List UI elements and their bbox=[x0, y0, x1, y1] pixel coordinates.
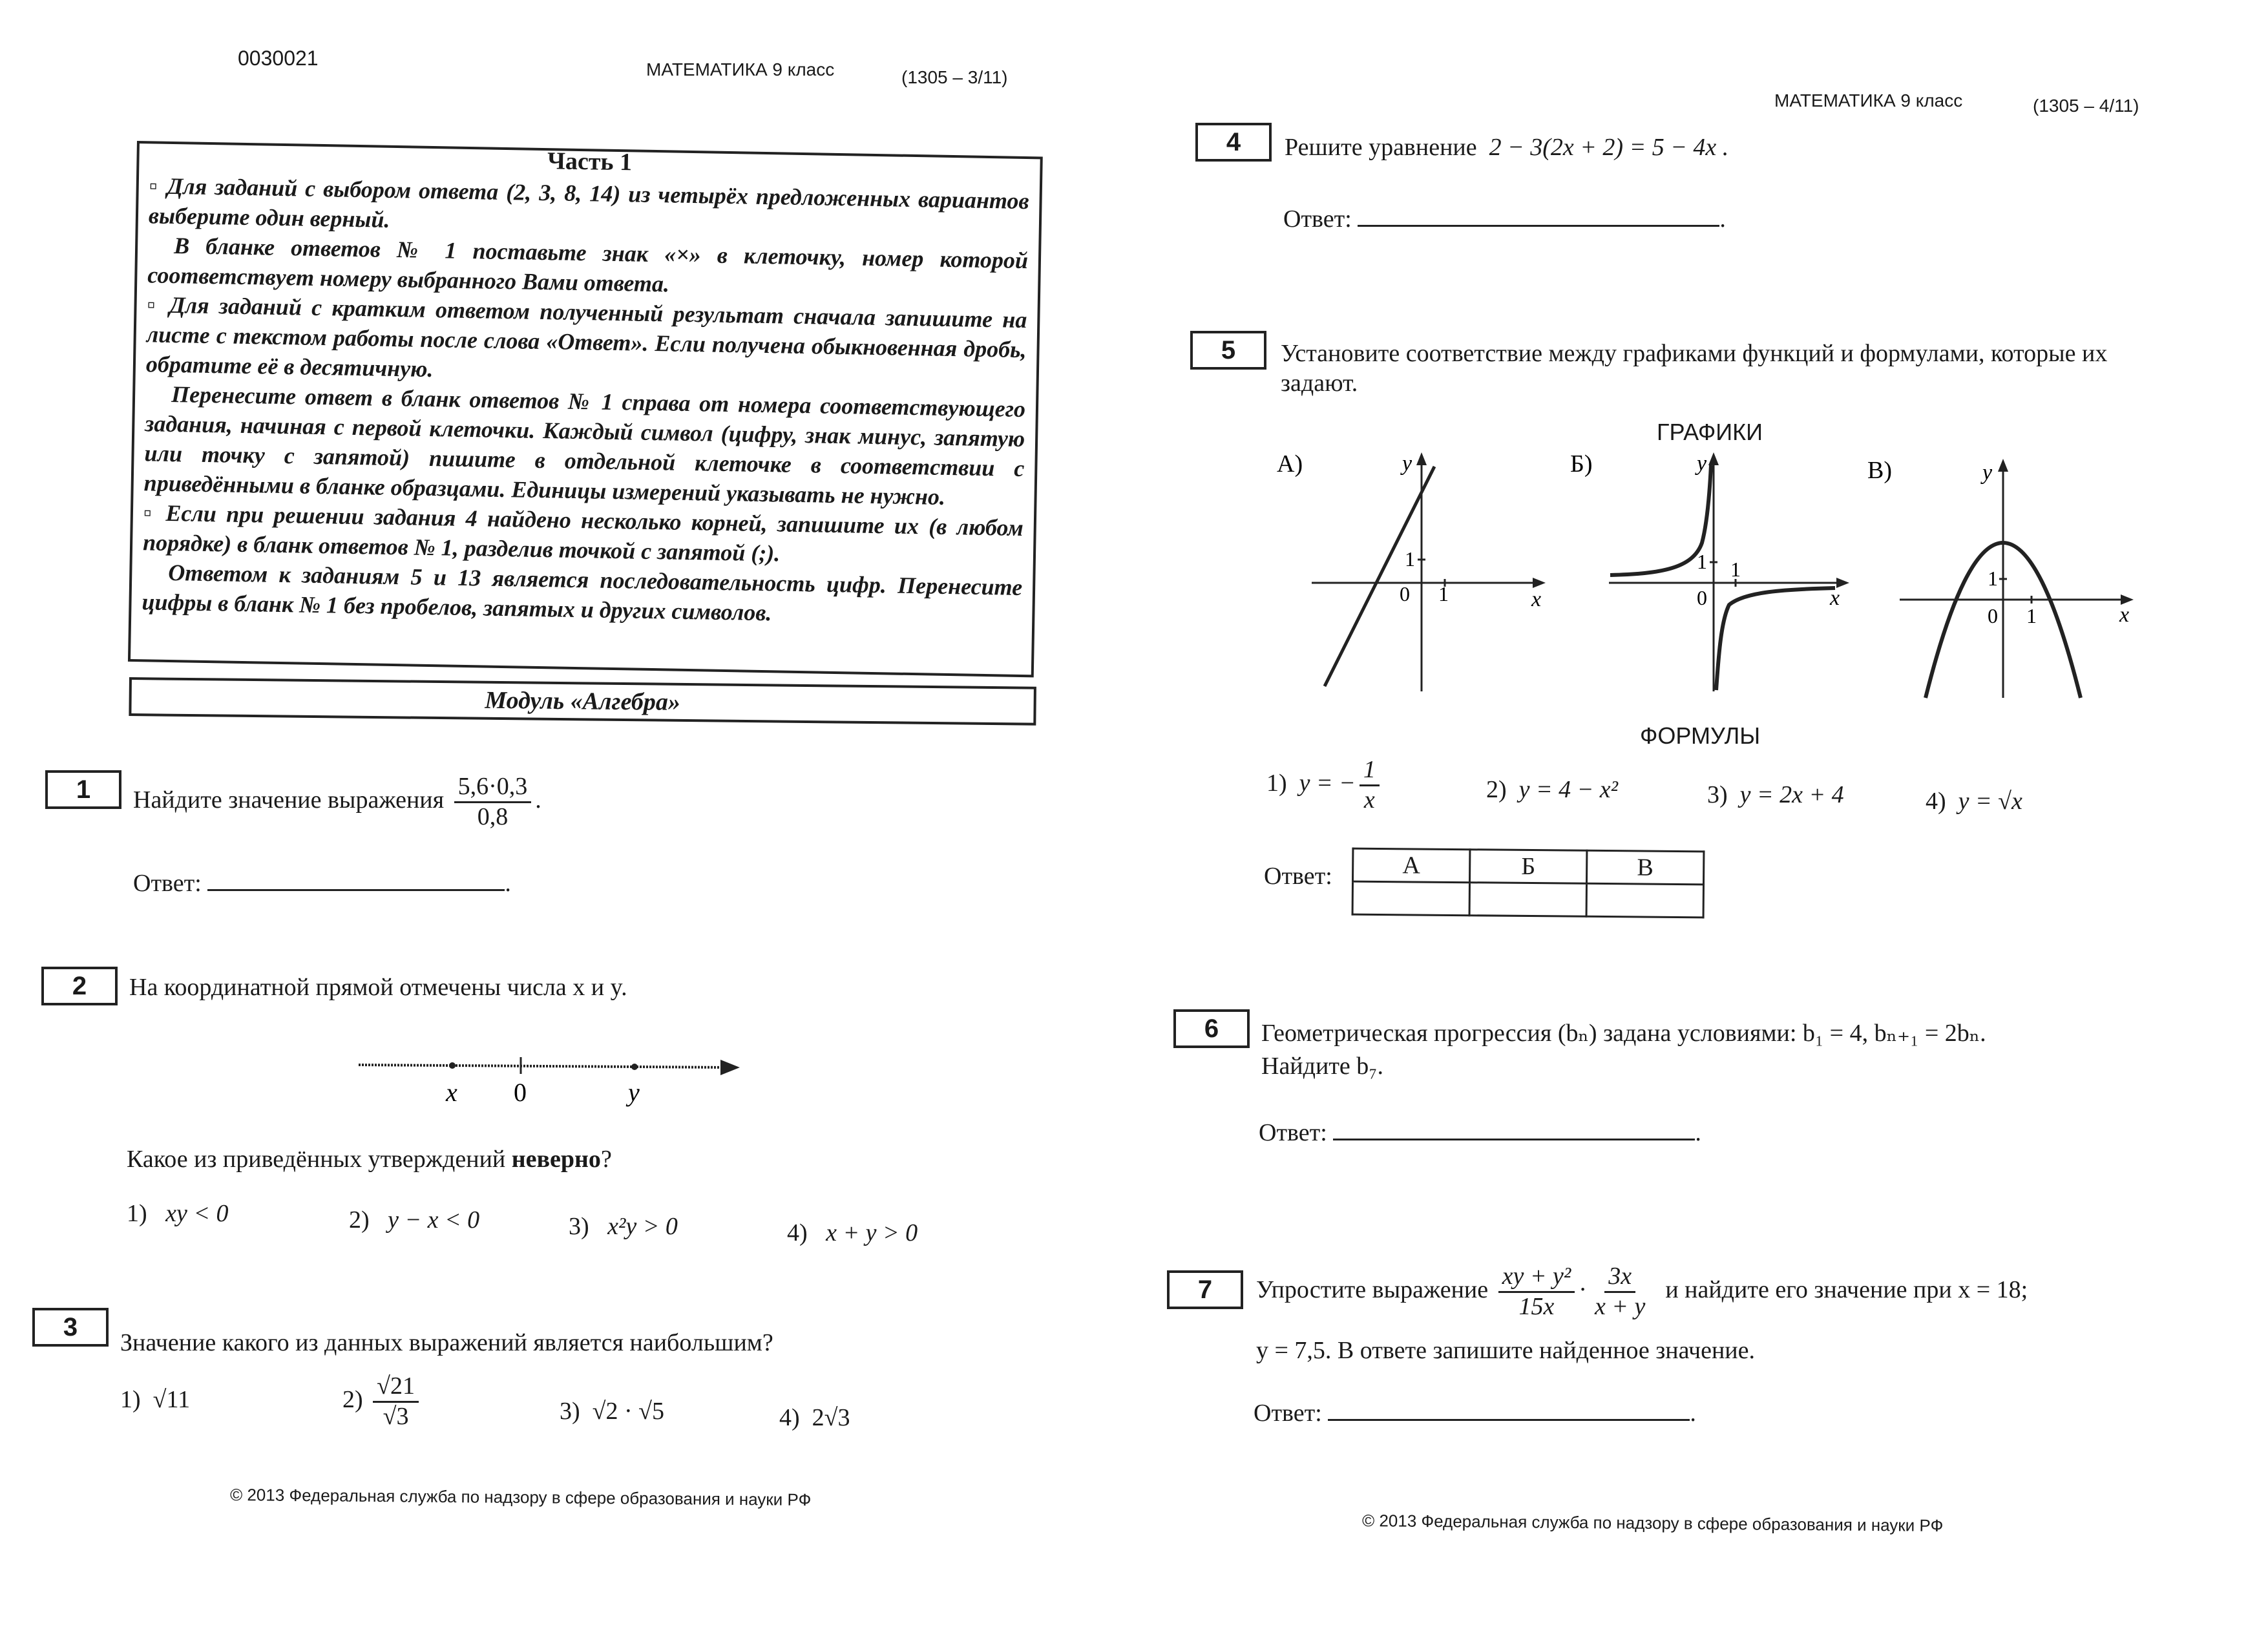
graph-b-y-one: 1 bbox=[1697, 550, 1707, 573]
graph-a-origin: 0 bbox=[1400, 582, 1410, 605]
q2-prompt-end: ? bbox=[600, 1146, 612, 1173]
q3-option-4[interactable] bbox=[779, 1403, 850, 1432]
q5-header-b: Б bbox=[1470, 850, 1587, 884]
graph-a-x-label: x bbox=[1531, 587, 1542, 611]
q5-header-c: В bbox=[1586, 850, 1703, 885]
left-footer: © 2013 Федеральная служба по надзору в сфере образования и науки РФ bbox=[229, 1485, 812, 1509]
question-7: Упростите выражение $\frac{\text{xy + y²}}{15x}$ · $\frac{3x}{x + y}$ и найдите его значение при x = 18; bbox=[1256, 1263, 2028, 1320]
q7-frac1-numerator: xy + y² bbox=[1498, 1263, 1575, 1293]
q2-option-1-text: xy < 0 bbox=[165, 1200, 229, 1227]
right-header-page: (1305 – 4/11) bbox=[2033, 96, 2139, 116]
q3-option-4-num: 4) bbox=[779, 1404, 800, 1431]
formula-4-text: y = √x bbox=[1958, 788, 2022, 815]
formula-2 bbox=[1486, 775, 1618, 804]
right-footer: © 2013 Федеральная служба по надзору в сфере образования и науки РФ bbox=[1361, 1511, 1944, 1535]
q2-option-2-num: 2) bbox=[349, 1206, 370, 1234]
graph-a-y-label: y bbox=[1402, 452, 1412, 476]
q2-option-3-text: x²y > 0 bbox=[607, 1213, 678, 1240]
right-header-subject: МАТЕМАТИКА 9 класс bbox=[1774, 90, 1963, 110]
q2-option-4[interactable] bbox=[787, 1219, 918, 1247]
graph-c-label: В) bbox=[1867, 457, 1892, 484]
graph-c-x-label: x bbox=[2119, 603, 2130, 627]
q3-option-3-num: 3) bbox=[560, 1398, 580, 1425]
graphs-title: ГРАФИКИ bbox=[1657, 419, 1763, 445]
q7-answer-label: Ответ: bbox=[1254, 1400, 1322, 1427]
formulas-title: ФОРМУЛЫ bbox=[1640, 722, 1761, 749]
graph-c-y-arrow bbox=[1998, 459, 2008, 472]
instruction-4: Перенесите ответ в бланк ответов № 1 справа от номера соответствующего задания, начиная с первой клеточки. Каждый символ (цифру, знак минус, запятую или точку с запятой) пишите в отдельной клеточке в соответствии с приведёнными в бланке образцами. Единицы измерений указывать не нужно. bbox=[143, 381, 1026, 510]
number-line-axis bbox=[359, 1065, 730, 1067]
question-1: Найдите значение выражения $\frac{5,6\cdot 0,3}{0,8}$ . bbox=[133, 773, 541, 830]
q3-option-2-den-expr: √3 bbox=[383, 1402, 409, 1430]
q3-option-3[interactable] bbox=[560, 1397, 664, 1425]
number-line bbox=[355, 1042, 743, 1113]
q5-answer-b[interactable] bbox=[1469, 883, 1586, 917]
instruction-1: ▫ Для заданий с выбором ответа (2, 3, 8, 14) из четырёх предложенных вариантов выберите один верный. bbox=[148, 173, 1029, 233]
question-1-text: Найдите значение выражения bbox=[133, 786, 445, 814]
graph-b-origin: 0 bbox=[1697, 586, 1707, 609]
q3-option-1[interactable] bbox=[120, 1385, 190, 1414]
graph-b-curve-right bbox=[1716, 588, 1835, 690]
q7-answer-field[interactable] bbox=[1328, 1393, 1690, 1421]
q5-answer-label: Ответ: bbox=[1264, 863, 1332, 890]
q5-answer-c[interactable] bbox=[1586, 883, 1703, 918]
q3-option-2-num-expr: √21 bbox=[373, 1372, 419, 1403]
label-zero: 0 bbox=[514, 1078, 527, 1107]
graph-a-x-arrow bbox=[1533, 578, 1546, 588]
graph-b-curve-left bbox=[1610, 465, 1711, 575]
q1-numerator: 5,6·0,3 bbox=[454, 773, 532, 803]
graph-c-y-label: y bbox=[1982, 461, 1993, 485]
q7-text-mid: и найдите его значение при x = 18; bbox=[1665, 1276, 2028, 1303]
formula-4 bbox=[1926, 787, 2022, 815]
instruction-2: В бланке ответов № 1 поставьте знак «×» в клеточку, номер которой соответствует номеру выбранного Вами ответа. bbox=[147, 233, 1029, 297]
question-6-number: 6 bbox=[1173, 1009, 1250, 1048]
instruction-6: Ответом к заданиям 5 и 13 является последовательность цифр. Перенесите цифры в бланк № 1 без пробелов, запятых и других символов. bbox=[142, 559, 1023, 626]
point-x bbox=[449, 1062, 456, 1069]
question-4 bbox=[1285, 133, 1728, 162]
q5-answer-table bbox=[1352, 848, 1705, 919]
q1-denominator: 0,8 bbox=[477, 803, 509, 830]
part-title: Часть 1 bbox=[547, 147, 633, 176]
q5-header-a: А bbox=[1353, 848, 1470, 883]
graph-c-x-one: 1 bbox=[2026, 604, 2037, 627]
formula-1-num: 1) bbox=[1266, 769, 1287, 797]
graph-b bbox=[1564, 446, 1861, 698]
q4-answer: Ответ: . bbox=[1283, 199, 1726, 233]
q7-text-start: Упростите выражение bbox=[1256, 1276, 1489, 1303]
graph-c-y-one: 1 bbox=[1988, 567, 1998, 590]
q3-option-3-text: √2 · √5 bbox=[592, 1398, 665, 1425]
q2-option-2-text: y − x < 0 bbox=[388, 1206, 480, 1234]
graph-a-label: А) bbox=[1277, 450, 1303, 478]
graph-b-label: Б) bbox=[1570, 450, 1593, 478]
q3-option-4-text: 2√3 bbox=[812, 1404, 850, 1431]
q2-option-4-text: x + y > 0 bbox=[826, 1219, 918, 1246]
q6-answer-label: Ответ: bbox=[1259, 1119, 1327, 1146]
document-code: 0030021 bbox=[238, 47, 319, 70]
number-line-arrow bbox=[720, 1060, 740, 1075]
q1-answer-field[interactable] bbox=[207, 863, 505, 891]
formula-1-text: y = − bbox=[1299, 769, 1356, 797]
question-7-number: 7 bbox=[1167, 1270, 1243, 1309]
graph-a-line bbox=[1325, 467, 1434, 686]
q3-option-1-num: 1) bbox=[120, 1386, 141, 1413]
q1-answer-label: Ответ: bbox=[133, 870, 202, 897]
question-5-text: Установите соответствие между графиками функций и формулами, которые их задают. bbox=[1281, 340, 2108, 397]
formula-3 bbox=[1707, 781, 1844, 809]
question-1-number: 1 bbox=[45, 770, 121, 809]
formula-1-numerator: 1 bbox=[1360, 756, 1380, 786]
instruction-3: ▫ Для заданий с кратким ответом полученный результат сначала запишите на листе с текстом работы после слова «Ответ». Если получена обыкновенная дробь, обратите её в десятичную. bbox=[145, 291, 1027, 383]
question-3-number: 3 bbox=[32, 1308, 109, 1347]
graph-c bbox=[1861, 452, 2145, 704]
graph-b-y-arrow bbox=[1708, 452, 1719, 465]
graph-b-x-one: 1 bbox=[1730, 558, 1741, 581]
q2-option-1-num: 1) bbox=[127, 1200, 147, 1227]
q7-frac1-denominator: 15x bbox=[1518, 1292, 1555, 1320]
instruction-5: ▫ Если при решении задания 4 найдено несколько корней, запишите их (в любом порядке) в бланк ответов № 1, разделив точкой с запятой (;). bbox=[142, 499, 1024, 567]
question-6-text-2: Найдите b₇. bbox=[1261, 1053, 1384, 1080]
question-2-number: 2 bbox=[41, 967, 118, 1005]
q3-option-2-num: 2) bbox=[342, 1385, 363, 1413]
formula-2-text: y = 4 − x² bbox=[1518, 776, 1619, 803]
graph-a-y-arrow bbox=[1416, 452, 1427, 465]
graph-a bbox=[1266, 446, 1564, 698]
module-title: Модуль «Алгебра» bbox=[129, 677, 1036, 726]
question-7-text-2: y = 7,5. В ответе запишите найденное значение. bbox=[1256, 1337, 1756, 1364]
question-2-text: На координатной прямой отмечены числа x и y. bbox=[129, 974, 627, 1001]
q1-answer: Ответ: . bbox=[133, 863, 511, 898]
label-x: x bbox=[446, 1078, 457, 1107]
q7-answer: Ответ: . bbox=[1254, 1393, 1696, 1427]
question-4-number: 4 bbox=[1195, 123, 1272, 162]
graph-b-y-label: y bbox=[1697, 452, 1707, 476]
q2-option-2[interactable] bbox=[349, 1206, 479, 1234]
formula-3-num: 3) bbox=[1707, 781, 1728, 808]
q4-answer-label: Ответ: bbox=[1283, 205, 1352, 233]
question-3-text: Значение какого из данных выражений является наибольшим? bbox=[120, 1329, 773, 1356]
question-6-text: Геометрическая прогрессия (bₙ) задана условиями: b₁ = 4, bₙ₊₁ = 2bₙ. bbox=[1261, 1020, 1986, 1047]
label-y: y bbox=[628, 1078, 640, 1107]
question-2-prompt bbox=[127, 1145, 612, 1173]
q5-answer-a[interactable] bbox=[1352, 881, 1469, 916]
q4-answer-field[interactable] bbox=[1358, 199, 1719, 227]
q6-answer-field[interactable] bbox=[1333, 1113, 1695, 1140]
graph-b-x-label: x bbox=[1830, 586, 1840, 610]
formula-1-denominator: x bbox=[1363, 786, 1375, 814]
left-header-subject: МАТЕМАТИКА 9 класс bbox=[646, 59, 835, 79]
q4-text: Решите уравнение bbox=[1285, 134, 1477, 161]
left-header-page: (1305 – 3/11) bbox=[901, 67, 1008, 87]
q2-prompt-bold: неверно bbox=[511, 1146, 601, 1173]
q2-option-3[interactable] bbox=[569, 1212, 678, 1241]
q2-option-4-num: 4) bbox=[787, 1219, 808, 1246]
graph-c-origin: 0 bbox=[1988, 604, 1998, 627]
q3-option-2[interactable] bbox=[342, 1372, 423, 1431]
q7-frac2-numerator: 3x bbox=[1604, 1263, 1635, 1293]
graph-a-y-one: 1 bbox=[1405, 547, 1415, 571]
q3-option-1-text: √11 bbox=[152, 1386, 191, 1413]
q2-prompt-start: Какое из приведённых утверждений bbox=[127, 1146, 512, 1173]
q2-option-3-num: 3) bbox=[569, 1213, 589, 1240]
formula-3-text: y = 2x + 4 bbox=[1739, 781, 1844, 808]
instructions-box bbox=[128, 141, 1043, 677]
formula-1 bbox=[1266, 756, 1383, 814]
formula-2-num: 2) bbox=[1486, 776, 1507, 803]
instructions-text bbox=[131, 168, 1040, 632]
point-y bbox=[631, 1064, 638, 1070]
formula-4-num: 4) bbox=[1926, 788, 1946, 815]
q6-answer: Ответ: . bbox=[1259, 1113, 1701, 1147]
question-5-number: 5 bbox=[1190, 331, 1266, 370]
q4-equation: 2 − 3(2x + 2) = 5 − 4x . bbox=[1489, 134, 1729, 161]
q2-option-1[interactable] bbox=[127, 1199, 229, 1228]
q7-frac2-denominator: x + y bbox=[1594, 1292, 1646, 1320]
graph-a-x-one: 1 bbox=[1438, 582, 1449, 605]
